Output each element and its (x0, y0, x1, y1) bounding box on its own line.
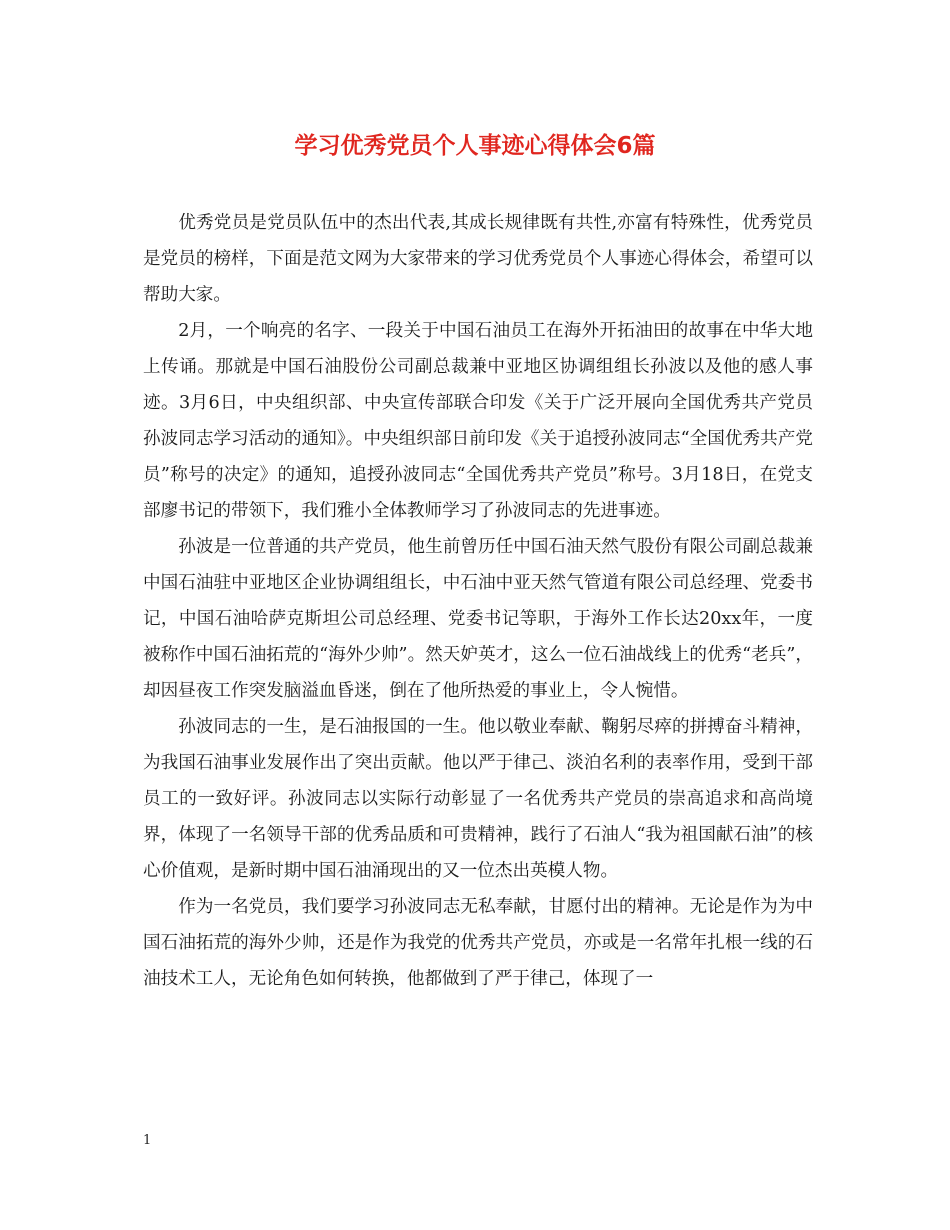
page-number: 1 (143, 1133, 152, 1148)
document-title: 学习优秀党员个人事迹心得体会6篇 (294, 133, 656, 159)
paragraph-4: 孙波同志的一生，是石油报国的一生。他以敬业奉献、鞠躬尽瘁的拼搏奋斗精神，为我国石油事业发展作出了突出贡献。他以严于律己、淡泊名利的表率作用，受到干部员工的一致好评。孙波同志以实际行动彰显了一名优秀共产党员的崇高追求和高尚境界，体现了一名领导干部的优秀品质和可贵精神，践行了石油人“我为祖国献石油”的核心价值观，是新时期中国石油涌现出的又一位杰出英模人物。 (143, 717, 813, 881)
paragraph-1: 优秀党员是党员队伍中的杰出代表,其成长规律既有共性,亦富有特殊性，优秀党员是党员的榜样，下面是范文网为大家带来的学习优秀党员个人事迹心得体会，希望可以帮助大家。 (143, 213, 813, 305)
paragraph-5: 作为一名党员，我们要学习孙波同志无私奉献，甘愿付出的精神。无论是作为为中国石油拓荒的海外少帅，还是作为我党的优秀共产党员，亦或是一名常年扎根一线的石油技术工人，无论角色如何转换，他都做到了严于律己，体现了一 (143, 897, 813, 989)
paragraph-3: 孙波是一位普通的共产党员，他生前曾历任中国石油天然气股份有限公司副总裁兼中国石油驻中亚地区企业协调组组长，中石油中亚天然气管道有限公司总经理、党委书记，中国石油哈萨克斯坦公司总经理、党委书记等职，于海外工作长达20xx年，一度被称作中国石油拓荒的“海外少帅”。然天妒英才，这么一位石油战线上的优秀“老兵”，却因昼夜工作突发脑溢血昏迷，倒在了他所热爱的事业上，令人惋惜。 (143, 537, 813, 701)
paragraph-2: 2月，一个响亮的名字、一段关于中国石油员工在海外开拓油田的故事在中华大地上传诵。那就是中国石油股份公司副总裁兼中亚地区协调组组长孙波以及他的感人事迹。3月6日，中央组织部、中央宣传部联合印发《关于广泛开展向全国优秀共产党员孙波同志学习活动的通知》。中央组织部日前印发《关于追授孙波同志“全国优秀共产党员”称号的决定》的通知，追授孙波同志“全国优秀共产党员”称号。3月18日，在党支部廖书记的带领下，我们雅小全体教师学习了孙波同志的先进事迹。 (143, 321, 813, 521)
document-body (143, 205, 813, 997)
